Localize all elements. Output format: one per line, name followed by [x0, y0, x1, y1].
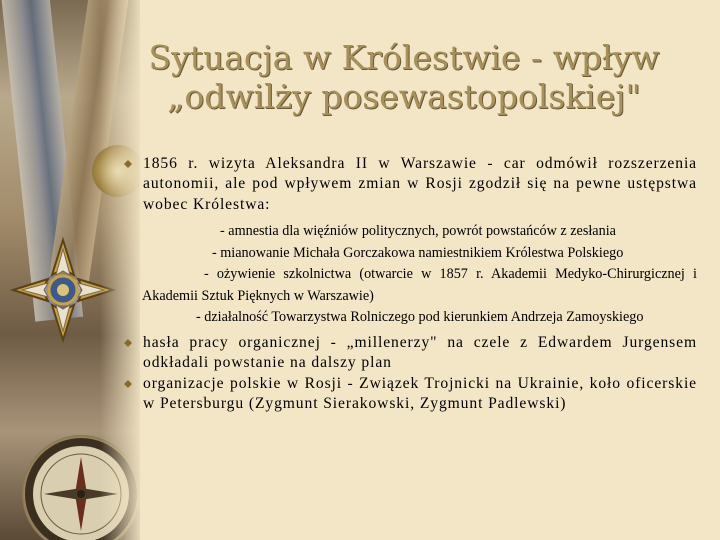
sub-item [120, 307, 697, 329]
sub-item-text: - amnestia dla więźniów politycznych, powrót powstańców z zesłania [220, 223, 616, 240]
bullet-item [120, 154, 697, 215]
title-line-1: Sytuacja w Królestwie - wpływ [148, 38, 660, 77]
sub-item [120, 243, 697, 265]
sub-item-text: - działalność Towarzystwa Rolniczego pod kierunkiem Andrzeja Zamoyskiego [196, 309, 644, 326]
bullet-icon [124, 160, 132, 168]
bullet-icon [124, 380, 132, 388]
sub-item [120, 264, 697, 307]
bullet-item [120, 333, 697, 374]
sub-item-text: - ożywienie szkolnictwa (otwarcie w 1857 r. Akademii Medyko-Chirurgicznej i Akademii Sztuk Pięknych w Warszawie) [142, 266, 697, 304]
bullet-text: organizacje polskie w Rosji - Związek Trojnicki na Ukrainie, koło oficerskie w Petersburgu (Zygmunt Sierakowski, Zygmunt Padlewski) [143, 374, 697, 412]
bullet-text: 1856 r. wizyta Aleksandra II w Warszawie - car odmówił rozszerzenia autonomii, ale pod wpływem zmian w Rosji zgodził się na pewne ustępstwa wobec Królestwa: [143, 155, 697, 213]
sub-item [120, 221, 697, 243]
slide-title [108, 38, 700, 116]
bullet-text: hasła pracy organicznej - „millenerzy" na czele z Edwardem Jurgensem odkładali powstanie na dalszy plan [143, 333, 697, 372]
title-line-2: „odwilży posewastopolskiej" [167, 77, 641, 116]
bullet-item [120, 374, 697, 415]
sub-item-list [120, 221, 697, 329]
sub-item-text: - mianowanie Michała Gorczakowa namiestnikiem Królestwa Polskiego [212, 244, 624, 261]
slide-content [120, 154, 697, 414]
bullet-icon [124, 339, 132, 347]
